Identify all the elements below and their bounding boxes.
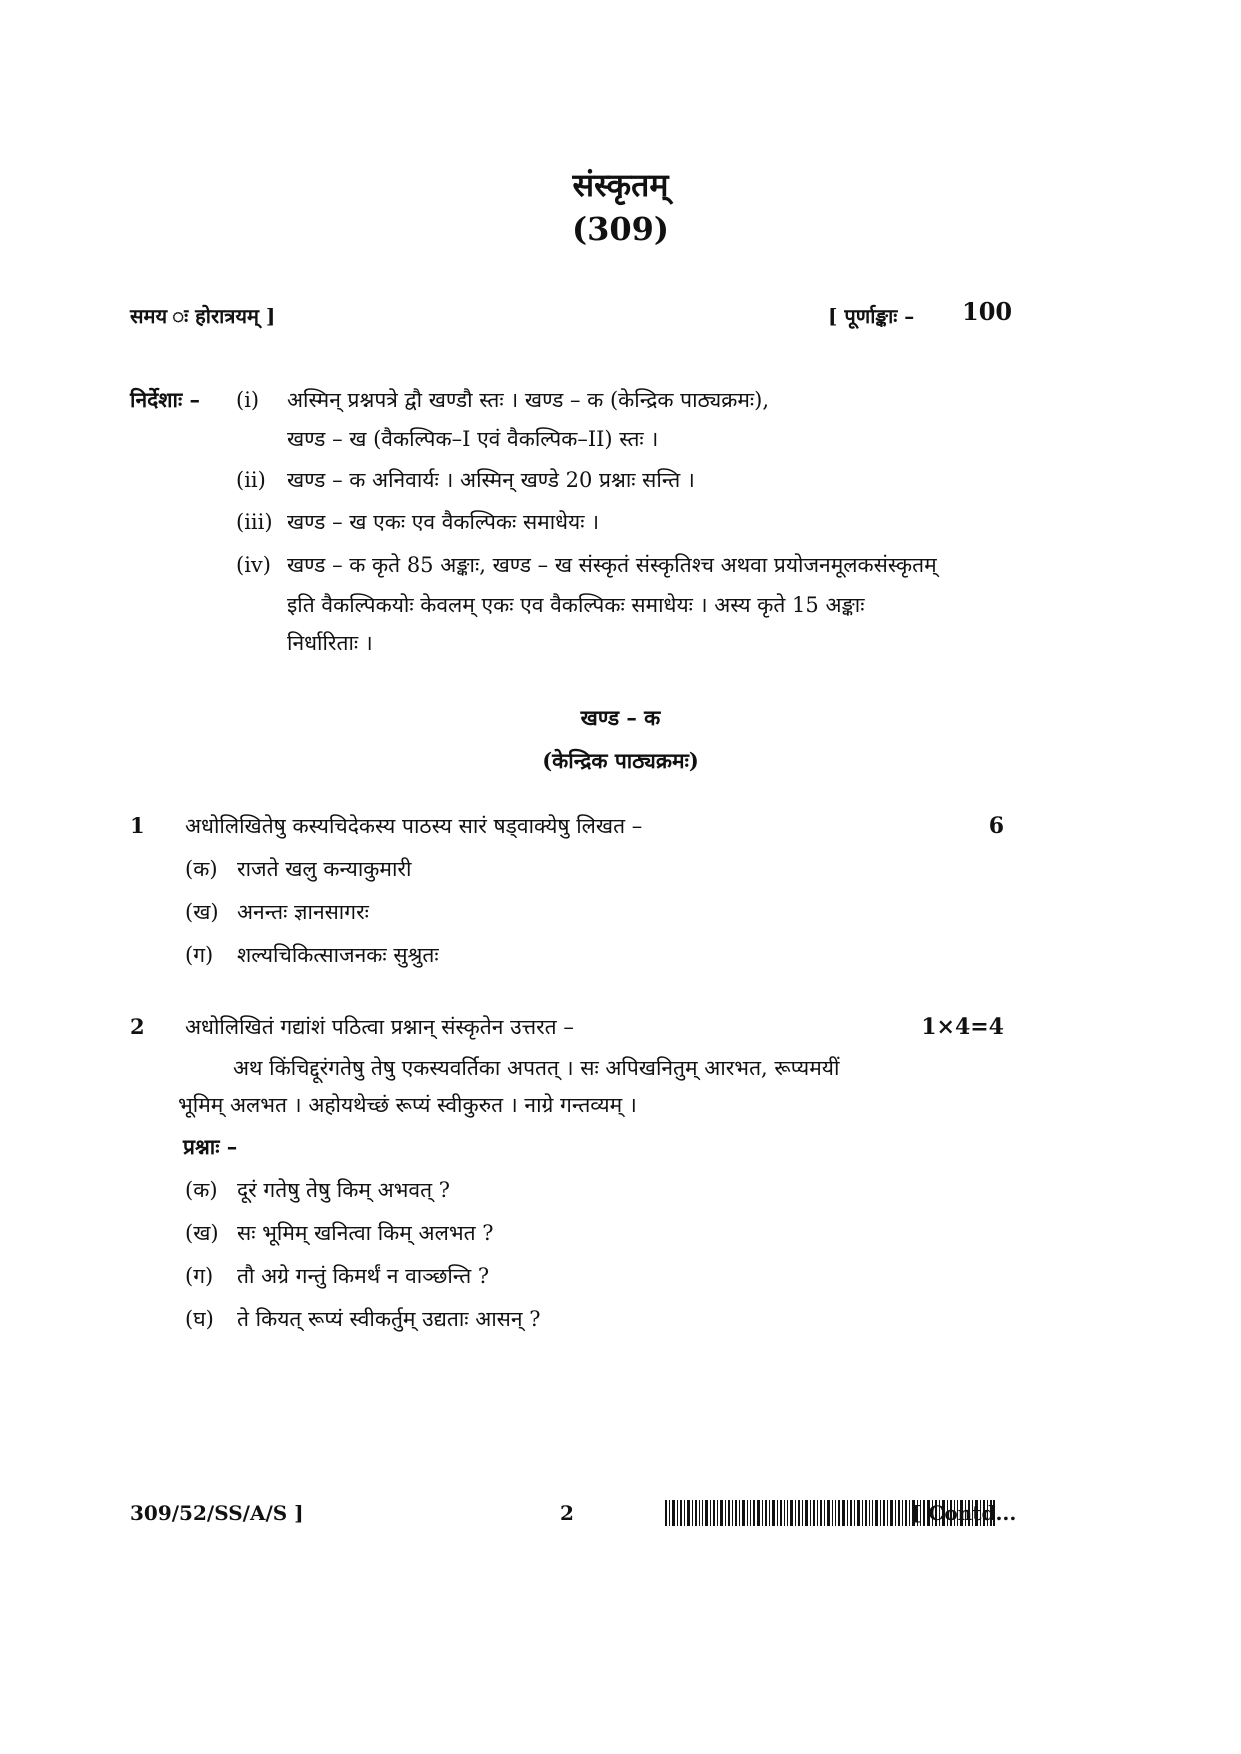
question-number: 2: [130, 1014, 145, 1039]
question-text: अधोलिखितेषु कस्यचिदेकस्य पाठस्य सारं षड्वाक्येषु लिखत –: [185, 814, 643, 838]
section-subtitle: (केन्द्रिक पाठ्यक्रमः): [542, 748, 699, 773]
question-text: अधोलिखितं गद्यांशं पठित्वा प्रश्नान् संस्कृतेन उत्तरत –: [185, 1015, 574, 1039]
option-text: ते कियत् रूप्यं स्वीकर्तुम् उद्यताः आसन् ?: [237, 1307, 541, 1331]
option-label: (ख): [185, 1221, 219, 1245]
instruction-number: (iii): [236, 510, 273, 534]
instruction-number: (i): [236, 388, 260, 412]
option-label: (क): [185, 857, 218, 881]
option-label: (ग): [185, 1264, 214, 1288]
instruction-text: खण्ड – ख एकः एव वैकल्पिकः समाधेयः ।: [287, 510, 600, 534]
page-number: 2: [560, 1501, 574, 1525]
max-marks-label: [ पूर्णाङ्काः –: [828, 304, 915, 328]
instruction-number: (ii): [236, 468, 266, 492]
passage-text: भूमिम् अलभत । अहोयथेच्छं रूप्यं स्वीकुरुत । नाग्रे गन्तव्यम् ।: [178, 1093, 637, 1117]
paper-code: 309/52/SS/A/S ]: [130, 1501, 304, 1525]
option-text: दूरं गतेषु तेषु किम् अभवत् ?: [237, 1178, 450, 1202]
question-marks: 6: [988, 813, 1004, 839]
passage-text: अथ किंचिद्दूरंगतेषु तेषु एकस्यवर्तिका अपतत् । सः अपिखनितुम् आरभत, रूप्यमयीं: [233, 1056, 840, 1080]
instruction-number: (iv): [236, 553, 271, 577]
instruction-text: इति वैकल्पिकयोः केवलम् एकः एव वैकल्पिकः समाधेयः । अस्य कृते 15 अङ्काः: [287, 593, 865, 617]
question-number: 1: [130, 813, 145, 838]
instructions-label: निर्देशाः –: [130, 387, 201, 412]
subject-title: संस्कृतम्: [572, 166, 669, 204]
max-marks-value: 100: [962, 297, 1013, 326]
option-text: शल्यचिकित्साजनकः सुश्रुतः: [237, 943, 439, 967]
option-text: राजते खलु कन्याकुमारी: [237, 857, 412, 881]
option-label: (घ): [185, 1307, 214, 1331]
option-text: अनन्तः ज्ञानसागरः: [237, 900, 369, 924]
questions-label: प्रश्नाः –: [183, 1134, 238, 1159]
section-title: खण्ड – क: [580, 705, 661, 730]
question-marks: 1×4=4: [921, 1014, 1004, 1040]
instruction-text: निर्धारिताः ।: [287, 631, 373, 655]
instruction-text: खण्ड – क अनिवार्यः । अस्मिन् खण्डे 20 प्रश्नाः सन्ति ।: [287, 468, 695, 492]
option-label: (ख): [185, 900, 219, 924]
option-text: तौ अग्रे गन्तुं किमर्थं न वाञ्छन्ति ?: [237, 1264, 490, 1288]
option-text: सः भूमिम् खनित्वा किम् अलभत ?: [237, 1221, 494, 1245]
option-label: (क): [185, 1178, 218, 1202]
time-allowed: समय ः होरात्रयम् ]: [130, 304, 276, 328]
continued-marker: [ Contd...: [912, 1501, 1017, 1525]
instruction-text: अस्मिन् प्रश्नपत्रे द्वौ खण्डौ स्तः । खण्ड – क (केन्द्रिक पाठ्यक्रमः),: [287, 388, 770, 412]
instruction-text: खण्ड – क कृते 85 अङ्काः, खण्ड – ख संस्कृतं संस्कृतिश्च अथवा प्रयोजनमूलकसंस्कृतम्: [287, 553, 937, 577]
instruction-text: खण्ड – ख (वैकल्पिक–I एवं वैकल्पिक–II) स्तः ।: [287, 427, 659, 451]
option-label: (ग): [185, 943, 214, 967]
subject-code: (309): [571, 210, 670, 248]
